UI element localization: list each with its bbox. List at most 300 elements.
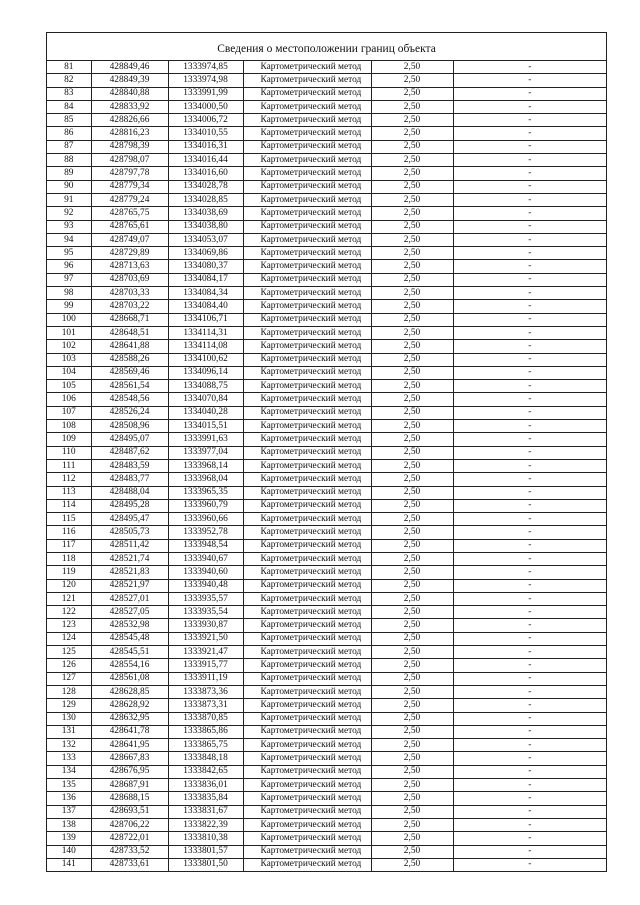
x-coordinate-cell: 428548,56 — [91, 393, 168, 406]
accuracy-cell: 2,50 — [371, 406, 453, 419]
accuracy-cell: 2,50 — [371, 818, 453, 831]
y-coordinate-cell: 1333801,57 — [168, 845, 243, 858]
x-coordinate-cell: 428676,95 — [91, 765, 168, 778]
table-row — [47, 273, 606, 286]
table-row — [47, 180, 606, 193]
x-coordinate-cell: 428849,39 — [91, 74, 168, 87]
description-cell: - — [453, 632, 606, 645]
accuracy-cell: 2,50 — [371, 832, 453, 845]
table-row — [47, 87, 606, 100]
x-coordinate-cell: 428628,92 — [91, 699, 168, 712]
point-number-cell: 85 — [47, 114, 91, 127]
x-coordinate-cell: 428641,88 — [91, 340, 168, 353]
table-row — [47, 233, 606, 246]
x-coordinate-cell: 428521,83 — [91, 566, 168, 579]
y-coordinate-cell: 1333921,47 — [168, 646, 243, 659]
description-cell: - — [453, 193, 606, 206]
x-coordinate-cell: 428569,46 — [91, 366, 168, 379]
x-coordinate-cell: 428840,88 — [91, 87, 168, 100]
description-cell: - — [453, 765, 606, 778]
table-row — [47, 326, 606, 339]
description-cell: - — [453, 433, 606, 446]
accuracy-cell: 2,50 — [371, 632, 453, 645]
table-row — [47, 792, 606, 805]
table-row — [47, 592, 606, 605]
table-row — [47, 606, 606, 619]
y-coordinate-cell: 1333968,04 — [168, 473, 243, 486]
table-row — [47, 220, 606, 233]
y-coordinate-cell: 1333940,67 — [168, 552, 243, 565]
method-cell: Картометрический метод — [243, 74, 371, 87]
point-number-cell: 133 — [47, 752, 91, 765]
method-cell: Картометрический метод — [243, 313, 371, 326]
point-number-cell: 100 — [47, 313, 91, 326]
point-number-cell: 95 — [47, 247, 91, 260]
table-row — [47, 818, 606, 831]
table-row — [47, 446, 606, 459]
accuracy-cell: 2,50 — [371, 380, 453, 393]
method-cell: Картометрический метод — [243, 433, 371, 446]
method-cell: Картометрический метод — [243, 114, 371, 127]
y-coordinate-cell: 1333948,54 — [168, 539, 243, 552]
table-row — [47, 300, 606, 313]
x-coordinate-cell: 428749,07 — [91, 233, 168, 246]
y-coordinate-cell: 1334088,75 — [168, 380, 243, 393]
table-row — [47, 579, 606, 592]
table-row — [47, 659, 606, 672]
y-coordinate-cell: 1334084,34 — [168, 287, 243, 300]
description-cell: - — [453, 566, 606, 579]
point-number-cell: 114 — [47, 499, 91, 512]
y-coordinate-cell: 1333930,87 — [168, 619, 243, 632]
y-coordinate-cell: 1334016,60 — [168, 167, 243, 180]
y-coordinate-cell: 1334010,55 — [168, 127, 243, 140]
y-coordinate-cell: 1334038,69 — [168, 207, 243, 220]
x-coordinate-cell: 428779,34 — [91, 180, 168, 193]
method-cell: Картометрический метод — [243, 273, 371, 286]
method-cell: Картометрический метод — [243, 606, 371, 619]
x-coordinate-cell: 428511,42 — [91, 539, 168, 552]
table-row — [47, 858, 606, 871]
description-cell: - — [453, 380, 606, 393]
table-row — [47, 393, 606, 406]
table-row — [47, 61, 606, 74]
table-row — [47, 207, 606, 220]
method-cell: Картометрический метод — [243, 61, 371, 74]
method-cell: Картометрический метод — [243, 818, 371, 831]
method-cell: Картометрический метод — [243, 779, 371, 792]
y-coordinate-cell: 1333865,75 — [168, 739, 243, 752]
method-cell: Картометрический метод — [243, 220, 371, 233]
document-title: Сведения о местоположении границ объекта — [47, 33, 606, 61]
x-coordinate-cell: 428688,15 — [91, 792, 168, 805]
description-cell: - — [453, 74, 606, 87]
method-cell: Картометрический метод — [243, 380, 371, 393]
accuracy-cell: 2,50 — [371, 845, 453, 858]
point-number-cell: 94 — [47, 233, 91, 246]
description-cell: - — [453, 233, 606, 246]
x-coordinate-cell: 428765,75 — [91, 207, 168, 220]
y-coordinate-cell: 1333952,78 — [168, 526, 243, 539]
table-row — [47, 366, 606, 379]
y-coordinate-cell: 1334028,78 — [168, 180, 243, 193]
accuracy-cell: 2,50 — [371, 526, 453, 539]
accuracy-cell: 2,50 — [371, 353, 453, 366]
method-cell: Картометрический метод — [243, 672, 371, 685]
point-number-cell: 120 — [47, 579, 91, 592]
point-number-cell: 138 — [47, 818, 91, 831]
description-cell: - — [453, 832, 606, 845]
y-coordinate-cell: 1334038,80 — [168, 220, 243, 233]
accuracy-cell: 2,50 — [371, 207, 453, 220]
point-number-cell: 103 — [47, 353, 91, 366]
x-coordinate-cell: 428483,59 — [91, 459, 168, 472]
x-coordinate-cell: 428526,24 — [91, 406, 168, 419]
description-cell: - — [453, 513, 606, 526]
y-coordinate-cell: 1334100,62 — [168, 353, 243, 366]
accuracy-cell: 2,50 — [371, 180, 453, 193]
point-number-cell: 134 — [47, 765, 91, 778]
accuracy-cell: 2,50 — [371, 61, 453, 74]
description-cell: - — [453, 752, 606, 765]
accuracy-cell: 2,50 — [371, 552, 453, 565]
description-cell: - — [453, 606, 606, 619]
description-cell: - — [453, 207, 606, 220]
point-number-cell: 128 — [47, 685, 91, 698]
method-cell: Картометрический метод — [243, 499, 371, 512]
method-cell: Картометрический метод — [243, 579, 371, 592]
table-row — [47, 739, 606, 752]
point-number-cell: 91 — [47, 193, 91, 206]
method-cell: Картометрический метод — [243, 539, 371, 552]
x-coordinate-cell: 428703,69 — [91, 273, 168, 286]
table-row — [47, 526, 606, 539]
x-coordinate-cell: 428733,61 — [91, 858, 168, 871]
table-row — [47, 74, 606, 87]
description-cell: - — [453, 114, 606, 127]
accuracy-cell: 2,50 — [371, 725, 453, 738]
accuracy-cell: 2,50 — [371, 739, 453, 752]
x-coordinate-cell: 428641,78 — [91, 725, 168, 738]
table-row — [47, 140, 606, 153]
x-coordinate-cell: 428487,62 — [91, 446, 168, 459]
method-cell: Картометрический метод — [243, 832, 371, 845]
y-coordinate-cell: 1333991,63 — [168, 433, 243, 446]
method-cell: Картометрический метод — [243, 552, 371, 565]
accuracy-cell: 2,50 — [371, 420, 453, 433]
x-coordinate-cell: 428532,98 — [91, 619, 168, 632]
point-number-cell: 122 — [47, 606, 91, 619]
description-cell: - — [453, 180, 606, 193]
accuracy-cell: 2,50 — [371, 300, 453, 313]
table-row — [47, 353, 606, 366]
accuracy-cell: 2,50 — [371, 446, 453, 459]
table-row — [47, 566, 606, 579]
point-number-cell: 125 — [47, 646, 91, 659]
y-coordinate-cell: 1334070,84 — [168, 393, 243, 406]
description-cell: - — [453, 845, 606, 858]
x-coordinate-cell: 428668,71 — [91, 313, 168, 326]
method-cell: Картометрический метод — [243, 712, 371, 725]
description-cell: - — [453, 340, 606, 353]
x-coordinate-cell: 428527,01 — [91, 592, 168, 605]
table-row — [47, 765, 606, 778]
method-cell: Картометрический метод — [243, 207, 371, 220]
y-coordinate-cell: 1333873,36 — [168, 685, 243, 698]
x-coordinate-cell: 428833,92 — [91, 100, 168, 113]
point-number-cell: 108 — [47, 420, 91, 433]
table-row — [47, 433, 606, 446]
accuracy-cell: 2,50 — [371, 792, 453, 805]
description-cell: - — [453, 552, 606, 565]
table-row — [47, 779, 606, 792]
y-coordinate-cell: 1334016,44 — [168, 154, 243, 167]
description-cell: - — [453, 287, 606, 300]
y-coordinate-cell: 1333968,14 — [168, 459, 243, 472]
y-coordinate-cell: 1333873,31 — [168, 699, 243, 712]
accuracy-cell: 2,50 — [371, 287, 453, 300]
method-cell: Картометрический метод — [243, 685, 371, 698]
x-coordinate-cell: 428765,61 — [91, 220, 168, 233]
description-cell: - — [453, 313, 606, 326]
method-cell: Картометрический метод — [243, 473, 371, 486]
method-cell: Картометрический метод — [243, 366, 371, 379]
y-coordinate-cell: 1333921,50 — [168, 632, 243, 645]
accuracy-cell: 2,50 — [371, 326, 453, 339]
point-number-cell: 104 — [47, 366, 91, 379]
accuracy-cell: 2,50 — [371, 765, 453, 778]
description-cell: - — [453, 526, 606, 539]
boundary-document — [46, 32, 607, 872]
point-number-cell: 116 — [47, 526, 91, 539]
x-coordinate-cell: 428488,04 — [91, 486, 168, 499]
point-number-cell: 126 — [47, 659, 91, 672]
table-row — [47, 712, 606, 725]
point-number-cell: 84 — [47, 100, 91, 113]
point-number-cell: 127 — [47, 672, 91, 685]
accuracy-cell: 2,50 — [371, 646, 453, 659]
point-number-cell: 130 — [47, 712, 91, 725]
accuracy-cell: 2,50 — [371, 233, 453, 246]
y-coordinate-cell: 1333911,19 — [168, 672, 243, 685]
method-cell: Картометрический метод — [243, 592, 371, 605]
y-coordinate-cell: 1334084,40 — [168, 300, 243, 313]
accuracy-cell: 2,50 — [371, 140, 453, 153]
method-cell: Картометрический метод — [243, 725, 371, 738]
table-row — [47, 260, 606, 273]
method-cell: Картометрический метод — [243, 353, 371, 366]
x-coordinate-cell: 428561,08 — [91, 672, 168, 685]
description-cell: - — [453, 712, 606, 725]
y-coordinate-cell: 1334028,85 — [168, 193, 243, 206]
table-row — [47, 380, 606, 393]
point-number-cell: 115 — [47, 513, 91, 526]
description-cell: - — [453, 393, 606, 406]
description-cell: - — [453, 366, 606, 379]
point-number-cell: 137 — [47, 805, 91, 818]
y-coordinate-cell: 1333822,39 — [168, 818, 243, 831]
table-row — [47, 313, 606, 326]
accuracy-cell: 2,50 — [371, 539, 453, 552]
point-number-cell: 107 — [47, 406, 91, 419]
x-coordinate-cell: 428554,16 — [91, 659, 168, 672]
y-coordinate-cell: 1333836,01 — [168, 779, 243, 792]
point-number-cell: 135 — [47, 779, 91, 792]
table-row — [47, 459, 606, 472]
method-cell: Картометрический метод — [243, 326, 371, 339]
y-coordinate-cell: 1333810,38 — [168, 832, 243, 845]
table-row — [47, 672, 606, 685]
accuracy-cell: 2,50 — [371, 313, 453, 326]
accuracy-cell: 2,50 — [371, 486, 453, 499]
accuracy-cell: 2,50 — [371, 340, 453, 353]
method-cell: Картометрический метод — [243, 233, 371, 246]
description-cell: - — [453, 539, 606, 552]
method-cell: Картометрический метод — [243, 858, 371, 871]
table-row — [47, 646, 606, 659]
accuracy-cell: 2,50 — [371, 672, 453, 685]
description-cell: - — [453, 486, 606, 499]
method-cell: Картометрический метод — [243, 659, 371, 672]
y-coordinate-cell: 1334106,71 — [168, 313, 243, 326]
description-cell: - — [453, 273, 606, 286]
method-cell: Картометрический метод — [243, 127, 371, 140]
accuracy-cell: 2,50 — [371, 592, 453, 605]
table-row — [47, 287, 606, 300]
method-cell: Картометрический метод — [243, 406, 371, 419]
coordinates-table — [47, 61, 606, 871]
accuracy-cell: 2,50 — [371, 193, 453, 206]
description-cell: - — [453, 300, 606, 313]
point-number-cell: 89 — [47, 167, 91, 180]
method-cell: Картометрический метод — [243, 845, 371, 858]
x-coordinate-cell: 428816,23 — [91, 127, 168, 140]
x-coordinate-cell: 428495,07 — [91, 433, 168, 446]
table-row — [47, 619, 606, 632]
accuracy-cell: 2,50 — [371, 393, 453, 406]
x-coordinate-cell: 428826,66 — [91, 114, 168, 127]
description-cell: - — [453, 247, 606, 260]
y-coordinate-cell: 1333935,54 — [168, 606, 243, 619]
x-coordinate-cell: 428561,54 — [91, 380, 168, 393]
table-row — [47, 486, 606, 499]
point-number-cell: 113 — [47, 486, 91, 499]
description-cell: - — [453, 167, 606, 180]
description-cell: - — [453, 592, 606, 605]
y-coordinate-cell: 1333960,66 — [168, 513, 243, 526]
description-cell: - — [453, 446, 606, 459]
accuracy-cell: 2,50 — [371, 433, 453, 446]
table-row — [47, 513, 606, 526]
point-number-cell: 83 — [47, 87, 91, 100]
x-coordinate-cell: 428729,89 — [91, 247, 168, 260]
point-number-cell: 81 — [47, 61, 91, 74]
method-cell: Картометрический метод — [243, 526, 371, 539]
y-coordinate-cell: 1334016,31 — [168, 140, 243, 153]
accuracy-cell: 2,50 — [371, 513, 453, 526]
point-number-cell: 131 — [47, 725, 91, 738]
method-cell: Картометрический метод — [243, 393, 371, 406]
x-coordinate-cell: 428521,97 — [91, 579, 168, 592]
y-coordinate-cell: 1334114,31 — [168, 326, 243, 339]
description-cell: - — [453, 646, 606, 659]
y-coordinate-cell: 1334053,07 — [168, 233, 243, 246]
accuracy-cell: 2,50 — [371, 805, 453, 818]
description-cell: - — [453, 659, 606, 672]
accuracy-cell: 2,50 — [371, 366, 453, 379]
accuracy-cell: 2,50 — [371, 220, 453, 233]
description-cell: - — [453, 473, 606, 486]
point-number-cell: 90 — [47, 180, 91, 193]
table-row — [47, 832, 606, 845]
x-coordinate-cell: 428483,77 — [91, 473, 168, 486]
accuracy-cell: 2,50 — [371, 779, 453, 792]
method-cell: Картометрический метод — [243, 632, 371, 645]
y-coordinate-cell: 1334080,37 — [168, 260, 243, 273]
description-cell: - — [453, 699, 606, 712]
method-cell: Картометрический метод — [243, 566, 371, 579]
point-number-cell: 129 — [47, 699, 91, 712]
description-cell: - — [453, 579, 606, 592]
y-coordinate-cell: 1334015,51 — [168, 420, 243, 433]
accuracy-cell: 2,50 — [371, 100, 453, 113]
accuracy-cell: 2,50 — [371, 260, 453, 273]
y-coordinate-cell: 1333974,98 — [168, 74, 243, 87]
table-row — [47, 127, 606, 140]
point-number-cell: 140 — [47, 845, 91, 858]
point-number-cell: 92 — [47, 207, 91, 220]
y-coordinate-cell: 1334006,72 — [168, 114, 243, 127]
x-coordinate-cell: 428703,33 — [91, 287, 168, 300]
point-number-cell: 124 — [47, 632, 91, 645]
table-row — [47, 685, 606, 698]
method-cell: Картометрический метод — [243, 792, 371, 805]
description-cell: - — [453, 805, 606, 818]
method-cell: Картометрический метод — [243, 87, 371, 100]
table-row — [47, 340, 606, 353]
accuracy-cell: 2,50 — [371, 566, 453, 579]
y-coordinate-cell: 1333842,65 — [168, 765, 243, 778]
x-coordinate-cell: 428521,74 — [91, 552, 168, 565]
accuracy-cell: 2,50 — [371, 659, 453, 672]
point-number-cell: 102 — [47, 340, 91, 353]
method-cell: Картометрический метод — [243, 459, 371, 472]
description-cell: - — [453, 779, 606, 792]
y-coordinate-cell: 1333960,79 — [168, 499, 243, 512]
accuracy-cell: 2,50 — [371, 858, 453, 871]
method-cell: Картометрический метод — [243, 619, 371, 632]
method-cell: Картометрический метод — [243, 180, 371, 193]
method-cell: Картометрический метод — [243, 140, 371, 153]
point-number-cell: 106 — [47, 393, 91, 406]
y-coordinate-cell: 1334000,50 — [168, 100, 243, 113]
point-number-cell: 112 — [47, 473, 91, 486]
accuracy-cell: 2,50 — [371, 273, 453, 286]
point-number-cell: 110 — [47, 446, 91, 459]
method-cell: Картометрический метод — [243, 739, 371, 752]
description-cell: - — [453, 100, 606, 113]
description-cell: - — [453, 220, 606, 233]
description-cell: - — [453, 260, 606, 273]
x-coordinate-cell: 428706,22 — [91, 818, 168, 831]
point-number-cell: 111 — [47, 459, 91, 472]
table-row — [47, 100, 606, 113]
description-cell: - — [453, 499, 606, 512]
description-cell: - — [453, 685, 606, 698]
accuracy-cell: 2,50 — [371, 473, 453, 486]
point-number-cell: 105 — [47, 380, 91, 393]
description-cell: - — [453, 140, 606, 153]
